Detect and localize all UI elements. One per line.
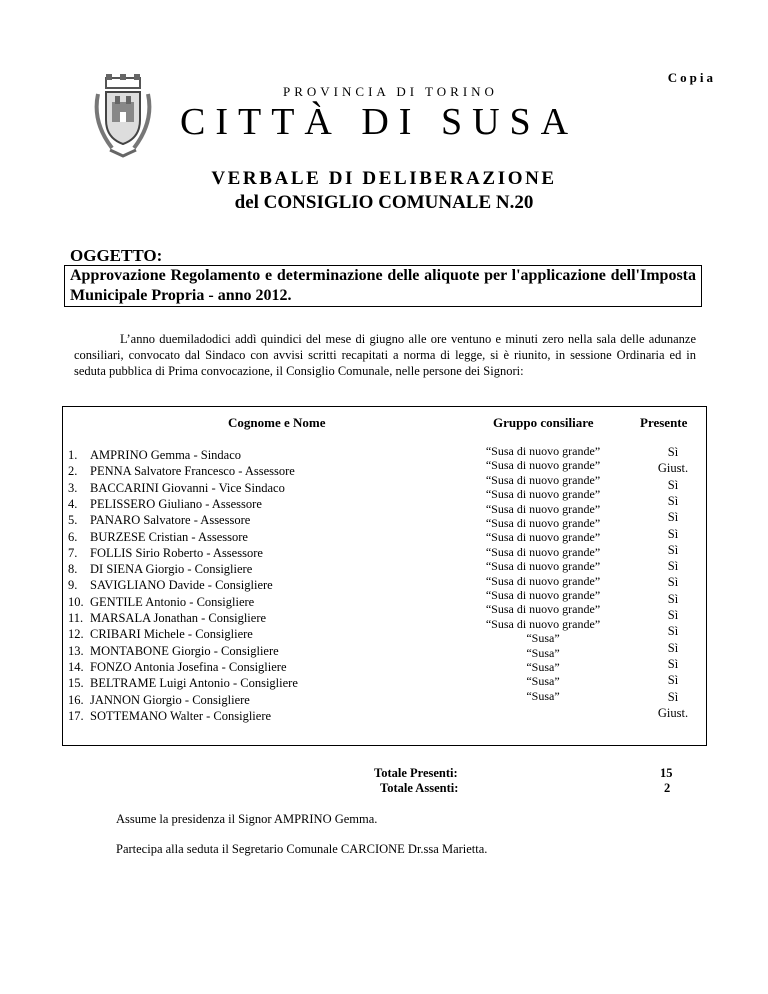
subject-box	[64, 265, 702, 307]
city-title: CITTÀ DI SUSA	[180, 101, 579, 143]
total-present-label: Totale Presenti:	[374, 766, 458, 780]
member-name: CRIBARI Michele - Consigliere	[90, 627, 253, 642]
member-number: 6.	[68, 529, 78, 544]
attendance-table	[62, 406, 707, 746]
member-number: 12.	[68, 627, 84, 642]
member-group: “Susa di nuovo grande”	[485, 602, 601, 617]
member-group: “Susa di nuovo grande”	[485, 516, 601, 530]
member-present: Sì	[667, 526, 679, 541]
member-name: PANARO Salvatore - Assessore	[90, 513, 251, 528]
member-present: Giust.	[657, 461, 689, 476]
member-name: SOTTEMANO Walter - Consigliere	[90, 708, 272, 723]
member-number: 1.	[68, 448, 78, 462]
member-group: “Susa di nuovo grande”	[485, 487, 601, 502]
member-name: FOLLIS Sirio Roberto - Assessore	[90, 545, 263, 560]
member-group: “Susa di nuovo grande”	[485, 588, 601, 602]
subject-label: OGGETTO:	[70, 246, 163, 265]
member-number: 2.	[68, 464, 78, 479]
member-present: Sì	[667, 673, 679, 688]
member-present: Sì	[667, 559, 679, 574]
member-present: Giust.	[657, 705, 689, 720]
member-group: “Susa di nuovo grande”	[485, 444, 601, 458]
document-title: VERBALE DI DELIBERAZIONE	[211, 168, 557, 189]
member-group: “Susa di nuovo grande”	[485, 544, 601, 559]
member-group: “Susa”	[526, 631, 560, 646]
total-absent-value: 2	[664, 781, 671, 795]
member-present: Sì	[667, 624, 679, 639]
document-subtitle: del CONSIGLIO COMUNALE N.20	[234, 192, 534, 213]
member-group: “Susa”	[526, 688, 560, 703]
copy-label: Copia	[667, 70, 716, 85]
member-number: 15.	[68, 676, 84, 691]
member-group: “Susa”	[526, 674, 560, 689]
member-present: Sì	[667, 445, 679, 459]
member-number: 17.	[68, 708, 84, 723]
member-group: “Susa di nuovo grande”	[485, 616, 601, 631]
member-present: Sì	[667, 591, 679, 606]
header-group: Gruppo consiliare	[493, 415, 594, 430]
presidency-text: Assume la presidenza il Signor AMPRINO Gemma.	[116, 812, 378, 826]
member-group: “Susa di nuovo grande”	[485, 501, 601, 516]
member-name: FONZO Antonia Josefina - Consigliere	[90, 659, 287, 674]
province-label: PROVINCIA DI TORINO	[283, 84, 498, 99]
member-name: MONTABONE Giorgio - Consigliere	[90, 643, 279, 658]
member-present: Sì	[667, 656, 679, 671]
member-number: 13.	[68, 643, 84, 658]
member-group: “Susa”	[526, 645, 560, 660]
member-name: PELISSERO Giuliano - Assessore	[90, 496, 262, 511]
member-number: 5.	[68, 513, 78, 528]
member-present: Sì	[667, 640, 679, 655]
member-present: Sì	[667, 510, 679, 525]
member-number: 7.	[68, 545, 78, 560]
member-number: 3.	[68, 480, 78, 495]
subject-text: Approvazione Regolamento e determinazione delle aliquote per l'applicazione dell'Imposta Municipale Propria - anno 2012.	[70, 267, 696, 304]
member-name: GENTILE Antonio - Consigliere	[90, 594, 255, 609]
member-present: Sì	[667, 689, 679, 704]
member-group: “Susa di nuovo grande”	[485, 573, 601, 588]
total-absent-label: Totale Assenti:	[380, 781, 459, 795]
member-present: Sì	[667, 608, 679, 622]
member-present: Sì	[667, 477, 679, 492]
header-present: Presente	[640, 415, 688, 430]
member-name: JANNON Giorgio - Consigliere	[90, 692, 250, 707]
member-name: BELTRAME Luigi Antonio - Consigliere	[90, 676, 298, 691]
header-name: Cognome e Nome	[228, 415, 326, 430]
member-name: BURZESE Cristian - Assessore	[90, 529, 248, 544]
member-group: “Susa di nuovo grande”	[485, 472, 601, 487]
member-number: 16.	[68, 692, 84, 707]
member-number: 9.	[68, 578, 78, 593]
member-name: DI SIENA Giorgio - Consigliere	[90, 562, 253, 577]
total-present-value: 15	[660, 766, 673, 780]
member-present: Sì	[667, 542, 679, 557]
member-number: 11.	[68, 611, 84, 625]
member-group: “Susa di nuovo grande”	[485, 458, 601, 473]
intro-paragraph: L’anno duemiladodici addì quindici del mese di giugno alle ore ventuno e minuti zero nella sala delle adunanze consiliari, convocato dal Sindaco con avvisi scritti recapitati a norma di legge, si è riunito, in sessione Ordinaria ed in seduta pubblica di Prima convocazione, il Consiglio Comunale, nelle persone dei Signori:	[74, 332, 696, 378]
secretary-text: Partecipa alla seduta il Segretario Comunale CARCIONE Dr.ssa Marietta.	[116, 842, 488, 856]
member-present: Sì	[667, 493, 679, 508]
member-group: “Susa di nuovo grande”	[485, 559, 601, 574]
member-group: “Susa di nuovo grande”	[485, 530, 601, 545]
member-name: PENNA Salvatore Francesco - Assessore	[90, 464, 295, 479]
member-name: BACCARINI Giovanni - Vice Sindaco	[90, 480, 285, 495]
member-number: 4.	[68, 496, 78, 511]
member-number: 10.	[68, 594, 84, 609]
member-number: 14.	[68, 659, 84, 674]
member-group: “Susa”	[526, 660, 560, 674]
member-name: SAVIGLIANO Davide - Consigliere	[90, 578, 273, 593]
member-present: Sì	[667, 575, 679, 590]
member-name: AMPRINO Gemma - Sindaco	[90, 448, 242, 462]
member-name: MARSALA Jonathan - Consigliere	[90, 611, 267, 625]
city-crest-icon	[92, 72, 154, 158]
member-number: 8.	[68, 562, 78, 577]
